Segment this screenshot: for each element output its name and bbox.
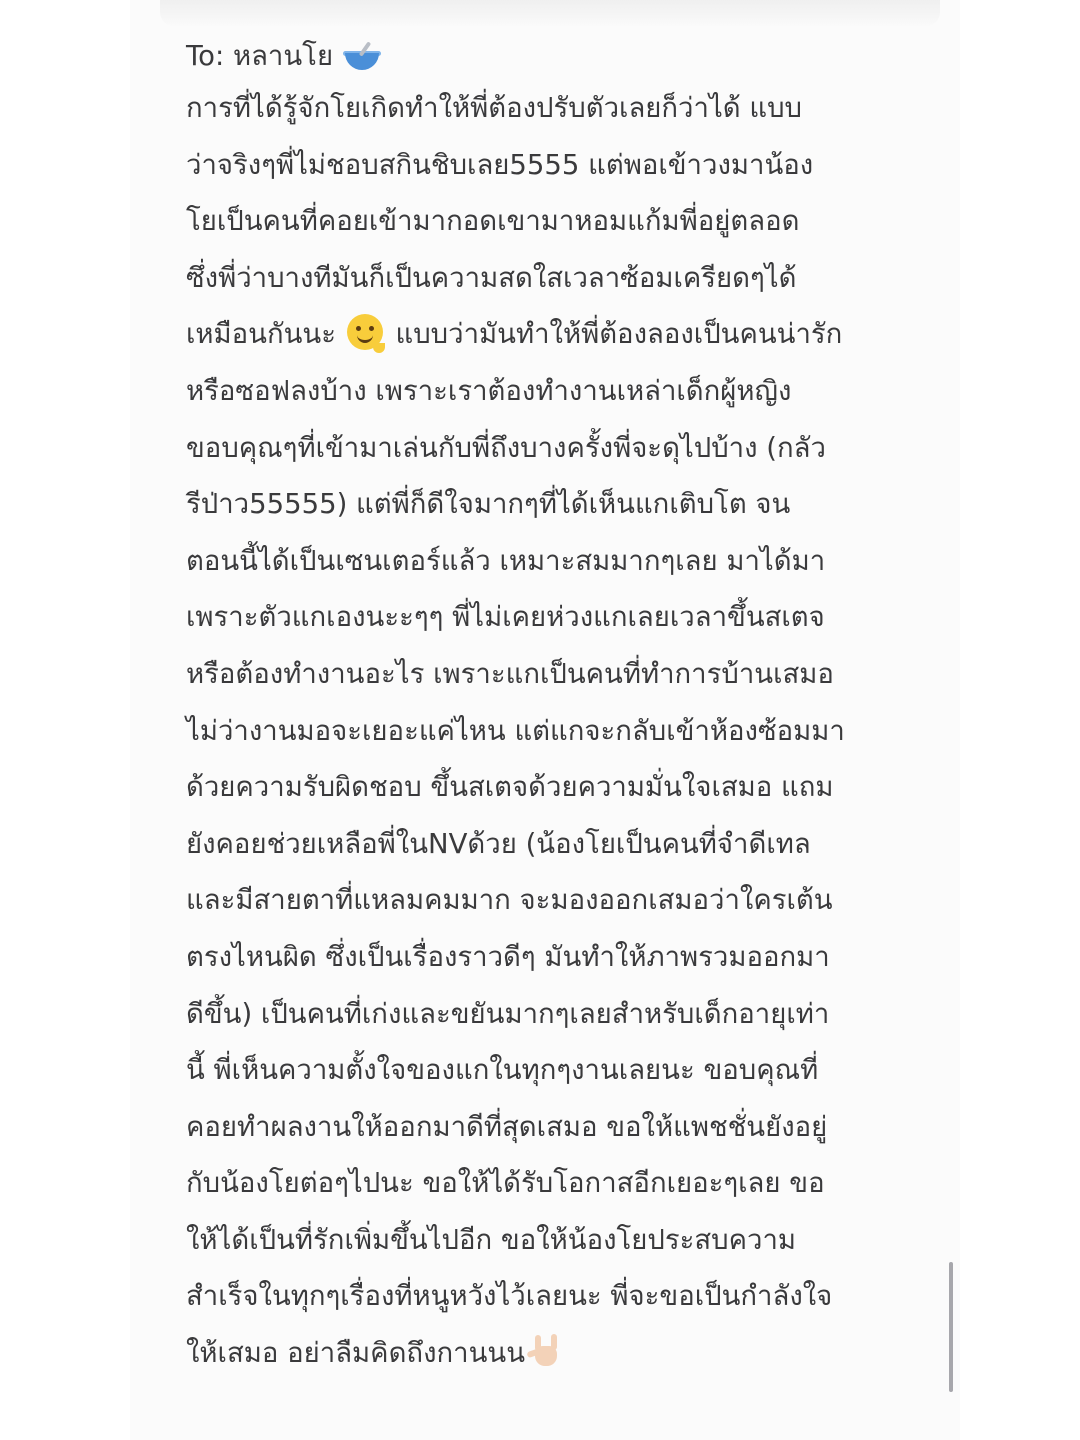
note-line: ว่าจริงๆพี่ไม่ชอบสกินชิบเลย5555 แต่พอเข้าวงมาน้อง [186, 148, 814, 181]
note-line-fragment: แบบว่ามันทำให้พี่ต้องลองเป็นคนน่ารัก [395, 318, 843, 351]
bowl-with-spoon-icon [343, 41, 381, 71]
note-line: การที่ได้รู้จักโยเกิดทำให้พี่ต้องปรับตัวเลยก็ว่าได้ แบบ [186, 92, 803, 124]
note-line: ยังคอยช่วยเหลือพี่ในNVด้วย (น้องโยเป็นคนที่จำดีเทล [186, 827, 811, 860]
note-line: และมีสายตาที่แหลมคมมาก จะมองออกเสมอว่าใครเต้น [186, 884, 833, 917]
note-line: กับน้องโยต่อๆไปนะ ขอให้ได้รับโอกาสอีกเยอะๆเลย ขอ [186, 1167, 825, 1200]
note-line: รีป่าว55555) แต่พี่ก็ดีใจมากๆที่ได้เห็นแกเติบโต จน [186, 488, 791, 521]
greeting-line [186, 32, 916, 80]
top-edge-shadow [160, 0, 940, 26]
vertical-scrollbar[interactable] [949, 1262, 953, 1392]
note-line: เพราะตัวแกเองนะะๆๆ พี่ไม่เคยห่วงแกเลยเวลาขึ้นสเตจ [186, 601, 825, 634]
note-line: ด้วยความรับผิดชอบ ขึ้นสเตจด้วยความมั่นใจเสมอ แถม [186, 771, 834, 804]
melting-face-icon [347, 314, 383, 350]
note-line: โยเป็นคนที่คอยเข้ามากอดเขามาหอมแก้มพี่อยู่ตลอด [186, 205, 800, 238]
note-line: นี้ พี่เห็นความตั้งใจของแกในทุกๆงานเลยนะ ขอบคุณที่ [186, 1054, 819, 1087]
note-line: ซึ่งพี่ว่าบางทีมันก็เป็นความสดใสเวลาซ้อมเครียดๆได้ [186, 261, 797, 294]
note-line-fragment: ให้เสมอ อย่าลืมคิดถึงกานนน [186, 1337, 525, 1370]
love-you-gesture-icon [527, 1334, 565, 1368]
note-line: สำเร็จในทุกๆเรื่องที่หนูหวังไว้เลยนะ พี่จะขอเป็นกำลังใจ [186, 1280, 833, 1313]
note-line: หรือซอฟลงบ้าง เพราะเราต้องทำงานเหล่าเด็กผู้หญิง [186, 374, 792, 407]
note-body[interactable] [186, 32, 916, 1382]
note-line-fragment: เหมือนกันนะ [186, 318, 336, 351]
note-line: หรือต้องทำงานอะไร เพราะแกเป็นคนที่ทำการบ้านเสมอ [186, 657, 834, 690]
greeting-text: To: หลานโย [186, 39, 334, 72]
note-line: ไม่ว่างานมอจะเยอะแค่ไหน แต่แกจะกลับเข้าห้องซ้อมมา [186, 714, 845, 747]
note-line: ให้ได้เป็นที่รักเพิ่มขึ้นไปอีก ขอให้น้องโยประสบความ [186, 1223, 797, 1256]
note-line [186, 1325, 916, 1382]
note-line: ดีขึ้น) เป็นคนที่เก่งและขยันมากๆเลยสำหรับเด็กอายุเท่า [186, 997, 830, 1030]
note-line [186, 306, 916, 363]
note-line: ตรงไหนผิด ซึ่งเป็นเรื่องราวดีๆ มันทำให้ภาพรวมออกมา [186, 940, 830, 973]
note-line: ตอนนี้ได้เป็นเซนเตอร์แล้ว เหมาะสมมากๆเลย มาได้มา [186, 544, 826, 577]
note-line: คอยทำผลงานให้ออกมาดีที่สุดเสมอ ขอให้แพชชั่นยังอยู่ [186, 1110, 828, 1143]
note-line: ขอบคุณๆที่เข้ามาเล่นกับพี่ถึงบางครั้งพี่จะดุไปบ้าง (กลัว [186, 431, 826, 464]
